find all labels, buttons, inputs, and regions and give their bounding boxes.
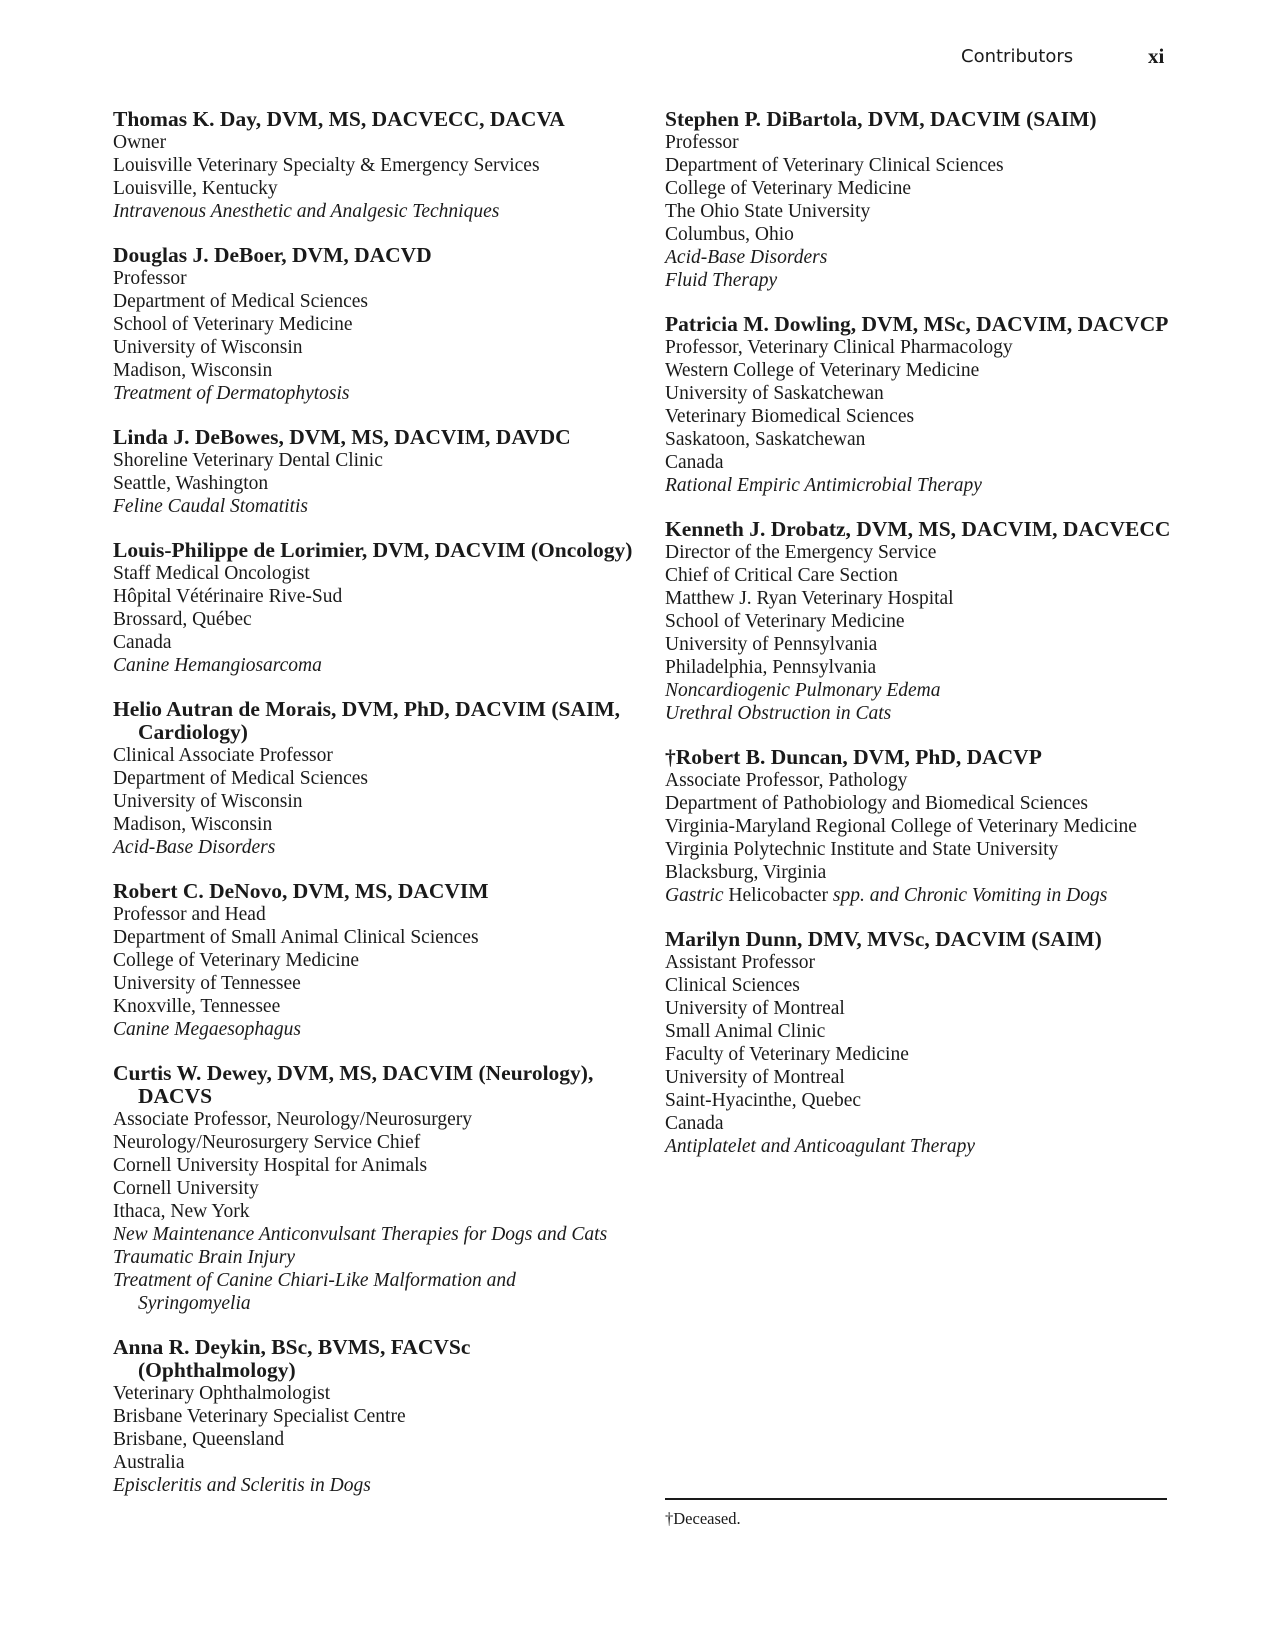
contributor-entry [665, 746, 1175, 907]
contributor-name: Patricia M. Dowling, DVM, MSc, DACVIM, DACVCP [665, 312, 1169, 336]
affiliation-line: College of Veterinary Medicine [113, 950, 360, 971]
contributor-entry [113, 698, 633, 859]
affiliation-line: Department of Small Animal Clinical Sciences [113, 927, 479, 948]
contributor-entry [113, 1336, 633, 1497]
affiliation-line: Canada [665, 1113, 724, 1134]
affiliation-line: University of Montreal [665, 1067, 845, 1088]
chapter-title: Treatment of Canine Chiari-Like Malformation and Syringomyelia [113, 1270, 516, 1314]
chapter-title: Acid-Base Disorders [113, 837, 276, 858]
affiliation-line: School of Veterinary Medicine [113, 314, 353, 335]
chapter-title-part: spp. and Chronic Vomiting in Dogs [827, 885, 1108, 906]
affiliation-line: Neurology/Neurosurgery Service Chief [113, 1132, 421, 1153]
contributor-name: Thomas K. Day, DVM, MS, DACVECC, DACVA [113, 107, 565, 131]
affiliation-line: University of Saskatchewan [665, 383, 884, 404]
contributor-name: Stephen P. DiBartola, DVM, DACVIM (SAIM) [665, 107, 1097, 131]
contributor-name: Helio Autran de Morais, DVM, PhD, DACVIM (SAIM, Cardiology) [113, 697, 621, 744]
chapter-title-part: Helicobacter [728, 885, 828, 906]
affiliation-line: Department of Medical Sciences [113, 291, 369, 312]
affiliation-line: Louisville, Kentucky [113, 178, 278, 199]
chapter-title: Acid-Base Disorders [665, 247, 828, 268]
chapter-title: Canine Megaesophagus [113, 1019, 301, 1040]
affiliation-line: University of Pennsylvania [665, 634, 878, 655]
affiliation-line: Clinical Associate Professor [113, 745, 333, 766]
contributor-entry [113, 244, 633, 405]
footnote-divider [665, 1498, 1167, 1500]
contributor-entry [113, 1062, 633, 1315]
footnote: †Deceased. [665, 1509, 741, 1528]
contributor-entry [665, 313, 1175, 497]
chapter-title: Traumatic Brain Injury [113, 1247, 296, 1268]
contributor-name: Kenneth J. Drobatz, DVM, MS, DACVIM, DACVECC [665, 517, 1171, 541]
affiliation-line: Knoxville, Tennessee [113, 996, 281, 1017]
chapter-title: Intravenous Anesthetic and Analgesic Techniques [113, 201, 500, 222]
running-head: Contributors [961, 46, 1074, 67]
chapter-title [665, 884, 1175, 907]
affiliation-line: Philadelphia, Pennsylvania [665, 657, 877, 678]
affiliation-line: Owner [113, 132, 167, 153]
chapter-title: Rational Empiric Antimicrobial Therapy [665, 475, 982, 496]
contributor-name: Anna R. Deykin, BSc, BVMS, FACVSc (Ophthalmology) [113, 1335, 471, 1382]
chapter-title: Antiplatelet and Anticoagulant Therapy [665, 1136, 975, 1157]
affiliation-line: Brossard, Québec [113, 609, 252, 630]
affiliation-line: College of Veterinary Medicine [665, 178, 912, 199]
affiliation-line: Seattle, Washington [113, 473, 269, 494]
affiliation-line: Chief of Critical Care Section [665, 565, 898, 586]
chapter-title: Treatment of Dermatophytosis [113, 383, 350, 404]
affiliation-line: University of Wisconsin [113, 791, 303, 812]
affiliation-line: Brisbane Veterinary Specialist Centre [113, 1406, 406, 1427]
affiliation-line: Small Animal Clinic [665, 1021, 826, 1042]
affiliation-line: Associate Professor, Pathology [665, 770, 908, 791]
affiliation-line: Professor [665, 132, 739, 153]
contributor-entry [113, 539, 633, 677]
contributor-entry [113, 880, 633, 1041]
affiliation-line: Columbus, Ohio [665, 224, 794, 245]
contributor-entry [665, 518, 1175, 725]
contributor-name: Linda J. DeBowes, DVM, MS, DACVIM, DAVDC [113, 425, 571, 449]
chapter-title: New Maintenance Anticonvulsant Therapies for Dogs and Cats [113, 1224, 608, 1245]
affiliation-line: Saskatoon, Saskatchewan [665, 429, 866, 450]
contributor-name: †Robert B. Duncan, DVM, PhD, DACVP [665, 745, 1042, 769]
affiliation-line: Professor [113, 268, 187, 289]
affiliation-line: Professor and Head [113, 904, 266, 925]
affiliation-line: Matthew J. Ryan Veterinary Hospital [665, 588, 954, 609]
contributor-name: Louis-Philippe de Lorimier, DVM, DACVIM (Oncology) [113, 538, 633, 562]
affiliation-line: Australia [113, 1452, 185, 1473]
contributor-entry [113, 108, 633, 223]
affiliation-line: Veterinary Ophthalmologist [113, 1383, 331, 1404]
affiliation-line: Cornell University [113, 1178, 259, 1199]
contributor-name: Marilyn Dunn, DMV, MVSc, DACVIM (SAIM) [665, 927, 1102, 951]
contributor-name: Curtis W. Dewey, DVM, MS, DACVIM (Neurology), DACVS [113, 1061, 594, 1108]
contributor-entry [665, 108, 1175, 292]
affiliation-line: The Ohio State University [665, 201, 871, 222]
affiliation-line: Brisbane, Queensland [113, 1429, 285, 1450]
affiliation-line: Madison, Wisconsin [113, 814, 273, 835]
contributor-entry [113, 426, 633, 518]
chapter-title-part: Gastric [665, 885, 729, 906]
affiliation-line: Shoreline Veterinary Dental Clinic [113, 450, 383, 471]
affiliation-line: Associate Professor, Neurology/Neurosurgery [113, 1109, 472, 1130]
affiliation-line: Madison, Wisconsin [113, 360, 273, 381]
affiliation-line: Director of the Emergency Service [665, 542, 937, 563]
contributor-name: Douglas J. DeBoer, DVM, DACVD [113, 243, 432, 267]
chapter-title: Episcleritis and Scleritis in Dogs [113, 1475, 371, 1496]
chapter-title: Feline Caudal Stomatitis [113, 496, 308, 517]
affiliation-line: Department of Veterinary Clinical Sciences [665, 155, 1004, 176]
affiliation-line: Saint-Hyacinthe, Quebec [665, 1090, 862, 1111]
affiliation-line: Veterinary Biomedical Sciences [665, 406, 915, 427]
contributor-name: Robert C. DeNovo, DVM, MS, DACVIM [113, 879, 489, 903]
affiliation-line: Faculty of Veterinary Medicine [665, 1044, 909, 1065]
affiliation-line: Clinical Sciences [665, 975, 800, 996]
affiliation-line: Virginia Polytechnic Institute and State University [665, 839, 1059, 860]
affiliation-line: Canada [113, 632, 172, 653]
page-header [0, 44, 1275, 74]
affiliation-line: University of Tennessee [113, 973, 301, 994]
affiliation-line: Louisville Veterinary Specialty & Emergency Services [113, 155, 540, 176]
affiliation-line: Department of Medical Sciences [113, 768, 369, 789]
chapter-title: Canine Hemangiosarcoma [113, 655, 322, 676]
right-column [665, 108, 1175, 1179]
chapter-title: Noncardiogenic Pulmonary Edema [665, 680, 941, 701]
chapter-title: Fluid Therapy [665, 270, 778, 291]
page-number: xi [1148, 44, 1165, 68]
affiliation-line: Assistant Professor [665, 952, 816, 973]
affiliation-line: Department of Pathobiology and Biomedical Sciences [665, 793, 1088, 814]
left-column [113, 108, 633, 1518]
affiliation-line: University of Montreal [665, 998, 845, 1019]
affiliation-line: Cornell University Hospital for Animals [113, 1155, 428, 1176]
chapter-title: Urethral Obstruction in Cats [665, 703, 892, 724]
contributor-entry [665, 928, 1175, 1158]
affiliation-line: Staff Medical Oncologist [113, 563, 310, 584]
affiliation-line: Blacksburg, Virginia [665, 862, 827, 883]
affiliation-line: University of Wisconsin [113, 337, 303, 358]
affiliation-line: Ithaca, New York [113, 1201, 250, 1222]
affiliation-line: Western College of Veterinary Medicine [665, 360, 980, 381]
affiliation-line: Hôpital Vétérinaire Rive-Sud [113, 586, 343, 607]
affiliation-line: Virginia-Maryland Regional College of Veterinary Medicine [665, 816, 1137, 837]
affiliation-line: Professor, Veterinary Clinical Pharmacology [665, 337, 1013, 358]
affiliation-line: School of Veterinary Medicine [665, 611, 905, 632]
affiliation-line: Canada [665, 452, 724, 473]
